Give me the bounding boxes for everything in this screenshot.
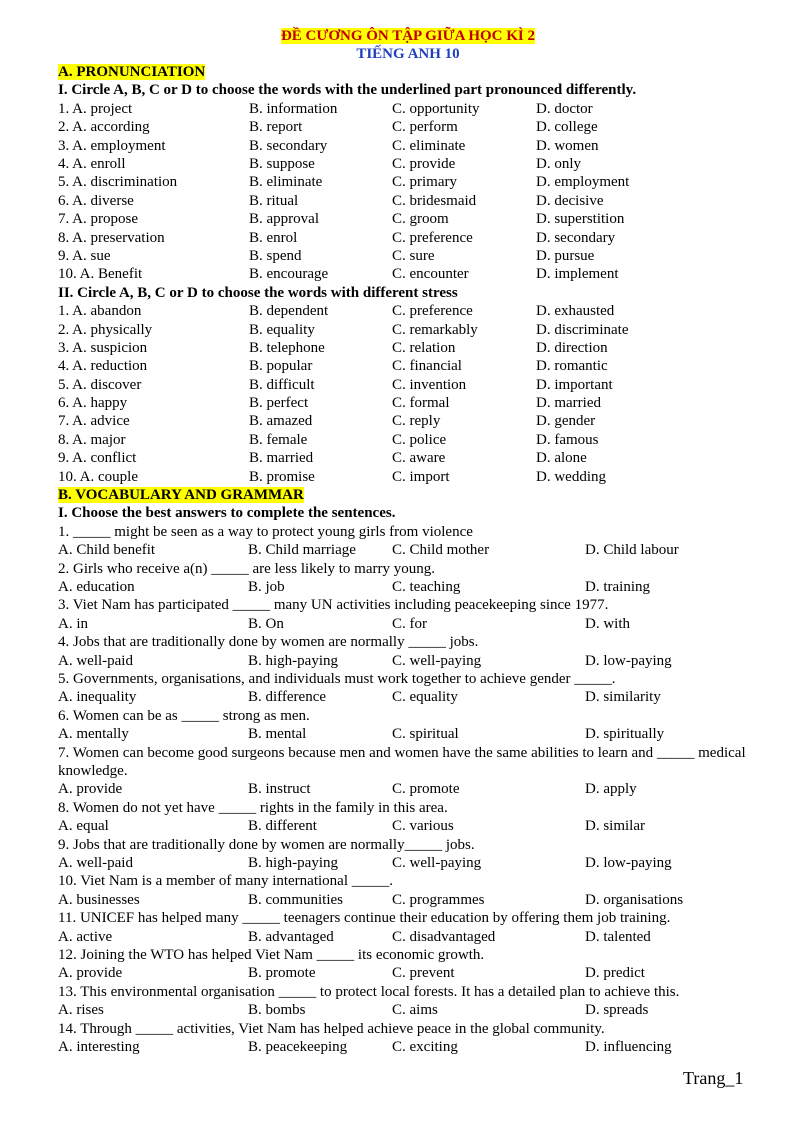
answer-a: A. interesting (58, 1039, 140, 1056)
question-text: 12. Joining the WTO has helped Viet Nam _____ its economic growth. (58, 947, 485, 964)
question-text: 8. Women do not yet have _____ rights in the family in this area. (58, 799, 448, 816)
answer-b: B. advantaged (248, 928, 334, 945)
answer-c: C. spiritual (392, 726, 459, 743)
question-text: 14. Through _____ activities, Viet Nam has helped achieve peace in the global community. (58, 1020, 605, 1037)
answer-b: B. instruct (248, 781, 311, 798)
option-c: C. preference (392, 229, 473, 246)
option-row (58, 412, 758, 430)
question-text: 13. This environmental organisation _____ to protect local forests. It has a detailed plan to achieve this. (58, 983, 680, 1000)
option-row (58, 247, 758, 265)
question-text: 10. Viet Nam is a member of many international _____. (58, 873, 393, 890)
option-b: B. married (249, 450, 314, 467)
answer-c: C. exciting (392, 1039, 458, 1056)
option-d: D. exhausted (536, 303, 615, 320)
answer-b: B. high-paying (248, 652, 338, 669)
answer-d: D. low-paying (585, 652, 672, 669)
option-b: B. ritual (249, 192, 299, 209)
answer-row (58, 780, 758, 798)
option-b: B. eliminate (249, 174, 323, 191)
question-text: 9. Jobs that are traditionally done by women are normally_____ jobs. (58, 836, 475, 853)
option-a: 2. A. physically (58, 321, 153, 338)
answer-row (58, 1001, 758, 1019)
question-text: 1. _____ might be seen as a way to protect young girls from violence (58, 523, 473, 540)
answer-d: D. influencing (585, 1039, 672, 1056)
answer-a: A. inequality (58, 689, 137, 706)
answer-row (58, 725, 758, 743)
option-a: 5. A. discover (58, 376, 142, 393)
option-a: 5. A. discrimination (58, 174, 178, 191)
option-d: D. famous (536, 431, 599, 448)
option-c: C. perform (392, 119, 458, 136)
answer-d: D. predict (585, 965, 645, 982)
answer-a: A. equal (58, 818, 109, 835)
option-a: 6. A. happy (58, 395, 128, 412)
answer-b: B. On (248, 615, 284, 632)
option-b: B. encourage (249, 266, 329, 283)
vocabulary-instruction: I. Choose the best answers to complete the sentences. (58, 505, 396, 522)
answer-a: A. businesses (58, 891, 140, 908)
answer-c: C. promote (392, 781, 460, 798)
answer-a: A. provide (58, 965, 123, 982)
option-a: 3. A. suspicion (58, 339, 148, 356)
option-b: B. report (249, 119, 303, 136)
option-d: D. wedding (536, 468, 606, 485)
answer-a: A. Child benefit (58, 542, 156, 559)
option-b: B. spend (249, 247, 302, 264)
option-a: 3. A. employment (58, 137, 166, 154)
answer-a: A. rises (58, 1002, 104, 1019)
option-row (58, 100, 758, 118)
answer-row (58, 541, 758, 559)
option-a: 2. A. according (58, 119, 150, 136)
answer-row (58, 928, 758, 946)
option-row (58, 302, 758, 320)
option-row (58, 192, 758, 210)
option-a: 7. A. advice (58, 413, 130, 430)
answer-row (58, 817, 758, 835)
option-d: D. gender (536, 413, 596, 430)
answer-b: B. different (248, 818, 317, 835)
option-b: B. popular (249, 358, 313, 375)
option-d: D. women (536, 137, 599, 154)
option-d: D. direction (536, 339, 608, 356)
option-b: B. secondary (249, 137, 328, 154)
option-d: D. only (536, 155, 581, 172)
option-c: C. provide (392, 155, 456, 172)
option-c: C. remarkably (392, 321, 478, 338)
option-a: 4. A. enroll (58, 155, 126, 172)
option-c: C. formal (392, 395, 450, 412)
answer-d: D. organisations (585, 891, 684, 908)
option-d: D. employment (536, 174, 630, 191)
option-a: 10. A. Benefit (58, 266, 143, 283)
answer-row (58, 578, 758, 596)
option-c: C. financial (392, 358, 462, 375)
answer-b: B. job (248, 579, 285, 596)
question-text: 7. Women can become good surgeons because men and women have the same abilities to learn and _____ medical knowledge. (58, 744, 746, 780)
option-a: 8. A. preservation (58, 229, 165, 246)
option-b: B. enrol (249, 229, 298, 246)
option-a: 9. A. sue (58, 247, 111, 264)
option-c: C. groom (392, 211, 449, 228)
answer-d: D. similarity (585, 689, 661, 706)
answer-c: C. teaching (392, 579, 461, 596)
vocabulary-question-list (58, 523, 758, 1057)
option-row (58, 376, 758, 394)
option-row (58, 468, 758, 486)
option-a: 7. A. propose (58, 211, 138, 228)
option-a: 1. A. project (58, 100, 133, 117)
option-row (58, 155, 758, 173)
answer-d: D. with (585, 615, 630, 632)
answer-a: A. mentally (58, 726, 129, 743)
answer-row (58, 688, 758, 706)
document-title: ĐỀ CƯƠNG ÔN TẬP GIỮA HỌC KÌ 2 (280, 28, 536, 44)
answer-b: B. difference (248, 689, 327, 706)
question-text: 6. Women can be as _____ strong as men. (58, 707, 310, 724)
page-number: Trang_1 (683, 1068, 744, 1088)
document-subtitle: TIẾNG ANH 10 (356, 46, 460, 62)
option-row (58, 229, 758, 247)
answer-c: C. programmes (392, 891, 485, 908)
option-c: C. preference (392, 303, 473, 320)
option-a: 10. A. couple (58, 468, 138, 485)
stress-instruction: II. Circle A, B, C or D to choose the words with different stress (58, 284, 458, 301)
option-c: C. aware (392, 450, 446, 467)
option-b: B. perfect (249, 395, 309, 412)
option-d: D. important (536, 376, 613, 393)
option-b: B. approval (249, 211, 319, 228)
answer-a: A. active (58, 928, 113, 945)
answer-c: C. well-paying (392, 855, 482, 872)
option-c: C. reply (392, 413, 441, 430)
answer-c: C. aims (392, 1002, 438, 1019)
option-b: B. promise (249, 468, 315, 485)
question-text: 2. Girls who receive a(n) _____ are less likely to marry young. (58, 560, 435, 577)
answer-c: C. Child mother (392, 542, 490, 559)
answer-d: D. talented (585, 928, 651, 945)
option-row (58, 137, 758, 155)
answer-d: D. spreads (585, 1002, 649, 1019)
option-c: C. bridesmaid (392, 192, 477, 209)
option-b: B. equality (249, 321, 315, 338)
answer-d: D. training (585, 579, 650, 596)
answer-b: B. peacekeeping (248, 1039, 348, 1056)
answer-b: B. promote (248, 965, 316, 982)
option-d: D. implement (536, 266, 619, 283)
option-row (58, 394, 758, 412)
option-d: D. secondary (536, 229, 616, 246)
answer-a: A. well-paid (58, 855, 133, 872)
section-b-heading: B. VOCABULARY AND GRAMMAR (58, 487, 304, 504)
option-c: C. invention (392, 376, 467, 393)
answer-b: B. communities (248, 891, 343, 908)
option-d: D. married (536, 395, 601, 412)
answer-c: C. prevent (392, 965, 455, 982)
answer-b: B. Child marriage (248, 542, 356, 559)
answer-c: C. equality (392, 689, 458, 706)
option-c: C. relation (392, 339, 456, 356)
option-b: B. amazed (249, 413, 313, 430)
option-c: C. opportunity (392, 100, 480, 117)
answer-d: D. apply (585, 781, 637, 798)
answer-row (58, 964, 758, 982)
option-a: 1. A. abandon (58, 303, 142, 320)
answer-c: C. various (392, 818, 454, 835)
answer-c: C. well-paying (392, 652, 482, 669)
pronunciation-list (58, 100, 758, 284)
pronunciation-instruction: I. Circle A, B, C or D to choose the words with the underlined part pronounced differently. (58, 82, 637, 99)
answer-c: C. disadvantaged (392, 928, 496, 945)
option-row (58, 173, 758, 191)
question-text: 5. Governments, organisations, and individuals must work together to achieve gender _____. (58, 671, 616, 688)
option-c: C. eliminate (392, 137, 466, 154)
option-row (58, 118, 758, 136)
section-a-heading: A. PRONUNCIATION (58, 64, 206, 80)
option-c: C. import (392, 468, 450, 485)
option-b: B. dependent (249, 303, 329, 320)
option-c: C. encounter (392, 266, 469, 283)
answer-row (58, 891, 758, 909)
document-page (58, 27, 758, 1056)
answer-a: A. provide (58, 781, 123, 798)
option-row (58, 339, 758, 357)
question-text: 3. Viet Nam has participated _____ many UN activities including peacekeeping since 1977. (58, 597, 609, 614)
option-row (58, 449, 758, 467)
option-d: D. pursue (536, 247, 595, 264)
answer-d: D. similar (585, 818, 645, 835)
option-c: C. police (392, 431, 447, 448)
option-a: 6. A. diverse (58, 192, 134, 209)
answer-b: B. bombs (248, 1002, 306, 1019)
answer-c: C. for (392, 615, 427, 632)
option-b: B. suppose (249, 155, 315, 172)
answer-b: B. high-paying (248, 855, 338, 872)
option-d: D. discriminate (536, 321, 629, 338)
answer-d: D. low-paying (585, 855, 672, 872)
option-d: D. alone (536, 450, 587, 467)
question-text: 4. Jobs that are traditionally done by women are normally _____ jobs. (58, 634, 479, 651)
option-b: B. female (249, 431, 308, 448)
answer-a: A. in (58, 615, 88, 632)
option-a: 4. A. reduction (58, 358, 148, 375)
option-a: 8. A. major (58, 431, 126, 448)
option-d: D. decisive (536, 192, 604, 209)
option-c: C. sure (392, 247, 435, 264)
option-b: B. difficult (249, 376, 315, 393)
answer-row (58, 652, 758, 670)
option-d: D. superstition (536, 211, 625, 228)
option-a: 9. A. conflict (58, 450, 137, 467)
option-d: D. college (536, 119, 598, 136)
answer-row (58, 1038, 758, 1056)
option-row (58, 265, 758, 283)
option-d: D. doctor (536, 100, 593, 117)
answer-row (58, 615, 758, 633)
answer-d: D. spiritually (585, 726, 665, 743)
answer-a: A. education (58, 579, 135, 596)
answer-d: D. Child labour (585, 542, 679, 559)
option-row (58, 431, 758, 449)
option-c: C. primary (392, 174, 457, 191)
question-text: 11. UNICEF has helped many _____ teenagers continue their education by offering them job training. (58, 910, 671, 927)
answer-a: A. well-paid (58, 652, 133, 669)
option-b: B. information (249, 100, 338, 117)
option-row (58, 210, 758, 228)
option-d: D. romantic (536, 358, 608, 375)
answer-row (58, 854, 758, 872)
option-row (58, 357, 758, 375)
option-row (58, 321, 758, 339)
answer-b: B. mental (248, 726, 307, 743)
stress-list (58, 302, 758, 486)
option-b: B. telephone (249, 339, 325, 356)
